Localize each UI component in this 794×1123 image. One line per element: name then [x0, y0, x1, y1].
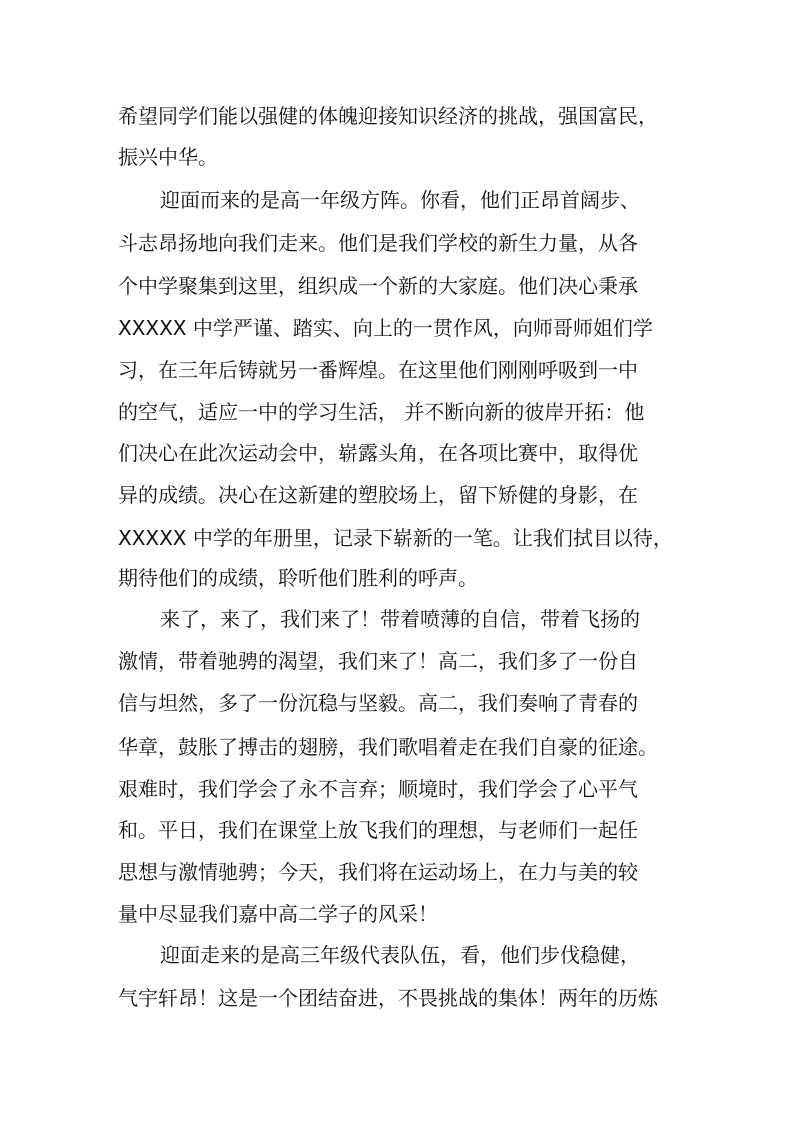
text-line: 异的成绩。决心在这新建的塑胶场上，留下矫健的身影，在	[118, 483, 638, 507]
text-line: 斗志昂扬地向我们走来。他们是我们学校的新生力量，从各	[118, 231, 638, 255]
text-line: 期待他们的成绩，聆听他们胜利的呼声。	[118, 566, 478, 590]
text-line: 个中学聚集到这里，组织成一个新的大家庭。他们决心秉承	[118, 274, 638, 298]
text-line: 思想与激情驰骋；今天，我们将在运动场上，在力与美的较	[118, 860, 638, 884]
text-line: XXXXX 中学的年册里，记录下崭新的一笔。让我们拭目以待，	[118, 526, 673, 550]
text-line: 量中尽显我们嘉中高二学子的风采！	[118, 902, 438, 926]
text-line: 和。平日，我们在课堂上放飞我们的理想，与老师们一起任	[118, 818, 638, 842]
text-line: 信与坦然，多了一份沉稳与坚毅。高二，我们奏响了青春的	[118, 691, 638, 715]
text-line: 的空气，适应一中的学习生活， 并不断向新的彼岸开拓：他	[118, 400, 645, 424]
text-line: 艰难时，我们学会了永不言弃；顺境时，我们学会了心平气	[118, 777, 638, 801]
text-line: 迎面走来的是高三年级代表队伍，看，他们步伐稳健，	[160, 943, 640, 967]
text-line: XXXXX 中学严谨、踏实、向上的一贯作风，向师哥师姐们学	[118, 316, 653, 340]
text-line: 气宇轩昂！这是一个团结奋进，不畏挑战的集体！两年的历炼	[118, 986, 658, 1010]
text-line: 们决心在此次运动会中，崭露头角，在各项比赛中，取得优	[118, 441, 638, 465]
text-line: 希望同学们能以强健的体魄迎接知识经济的挑战，强国富民，	[118, 104, 658, 128]
text-line: 迎面而来的是高一年级方阵。你看，他们正昂首阔步、	[160, 188, 640, 212]
text-line: 激情，带着驰骋的渴望，我们来了！高二，我们多了一份自	[118, 649, 638, 673]
text-line: 振兴中华。	[118, 145, 218, 169]
text-line: 华章，鼓胀了搏击的翅膀，我们歌唱着走在我们自豪的征途。	[118, 735, 658, 759]
text-line: 来了，来了，我们来了！带着喷薄的自信，带着飞扬的	[160, 607, 640, 631]
text-line: 习，在三年后铸就另一番辉煌。在这里他们刚刚呼吸到一中	[118, 358, 638, 382]
